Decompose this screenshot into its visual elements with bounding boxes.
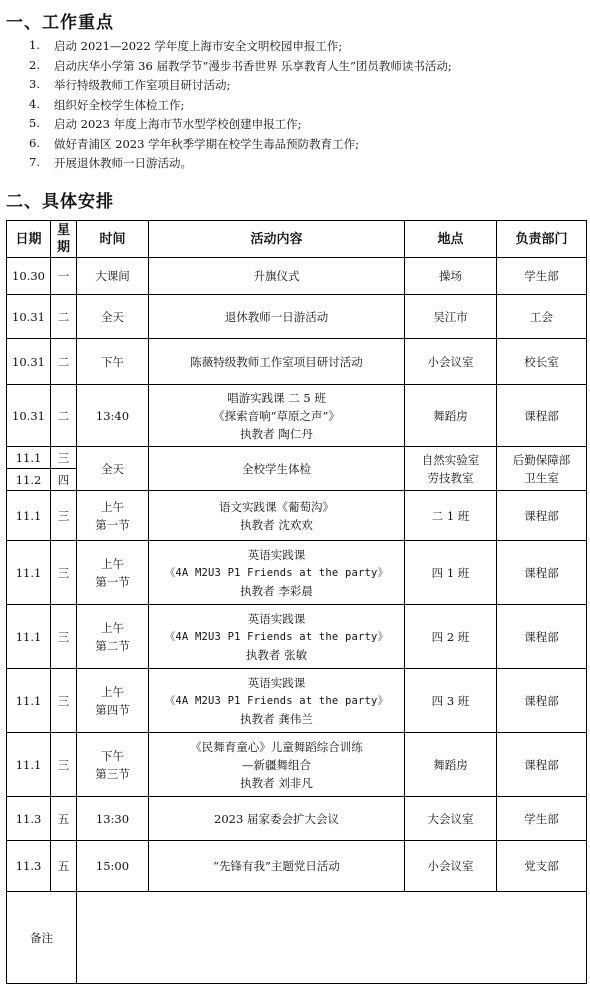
table-row: 11.3 五 13:30 2023 届家委会扩大会议 大会议室 学生部 (7, 797, 587, 841)
table-row: 11.1 三 下午 第三节 《民舞育童心》儿童舞蹈综合训练 —新疆舞组合 执教者 刘非凡 舞蹈房 课程部 (7, 733, 587, 797)
remarks-label: 备注 (7, 892, 77, 984)
table-row: 11.1 三 上午 第四节 英语实践课 《4A M2U3 P1 Friends at the party》 执教者 龚伟兰 四 3 班 课程部 (7, 669, 587, 733)
table-header-row (7, 221, 587, 258)
table-row: 11.3 五 15:00 “先锋有我”主题党日活动 小会议室 党支部 (7, 841, 587, 892)
activity-cell: 《民舞育童心》儿童舞蹈综合训练 —新疆舞组合 执教者 刘非凡 (149, 733, 405, 797)
activity-cell: 英语实践课 《4A M2U3 P1 Friends at the party》 执教者 龚伟兰 (149, 669, 405, 733)
time-cell: 下午 第三节 (77, 733, 149, 797)
table-row: 11.1 三 上午 第二节 英语实践课 《4A M2U3 P1 Friends at the party》 执教者 张敏 四 2 班 课程部 (7, 605, 587, 669)
remarks-value (77, 892, 587, 984)
table-row: 11.1 三 全天 全校学生体检 自然实验室 劳技教室 后勤保障部 卫生室 (7, 447, 587, 469)
table-row: 10.31 二 全天 退休教师一日游活动 吴江市 工会 (7, 295, 587, 339)
activity-cell: 唱游实践课 二 5 班 《探索音响“草原之声”》 执教者 陶仁丹 (149, 385, 405, 447)
remarks-row (7, 892, 587, 984)
activity-cell: 英语实践课 《4A M2U3 P1 Friends at the party》 执教者 张敏 (149, 605, 405, 669)
section1-title: 一、工作重点 (6, 13, 114, 33)
activity-cell: 语文实践课《葡萄沟》 执教者 沈欢欢 (149, 491, 405, 541)
header-dept: 负责部门 (497, 221, 587, 258)
schedule-table (6, 220, 587, 984)
table-row: 10.31 二 下午 陈薇特级教师工作室项目研讨活动 小会议室 校长室 (7, 339, 587, 385)
time-cell: 上午 第四节 (77, 669, 149, 733)
time-cell: 上午 第二节 (77, 605, 149, 669)
header-date: 日期 (7, 221, 51, 258)
table-row: 11.1 三 上午 第一节 英语实践课 《4A M2U3 P1 Friends at the party》 执教者 李彩晨 四 1 班 课程部 (7, 541, 587, 605)
header-activity: 活动内容 (149, 221, 405, 258)
section2-title: 二、具体安排 (6, 192, 114, 212)
table-row: 11.1 三 上午 第一节 语文实践课《葡萄沟》 执教者 沈欢欢 二 1 班 课程部 (7, 491, 587, 541)
dept-cell: 后勤保障部 卫生室 (497, 447, 587, 491)
time-cell: 上午 第一节 (77, 541, 149, 605)
place-cell: 自然实验室 劳技教室 (405, 447, 497, 491)
activity-cell: 英语实践课 《4A M2U3 P1 Friends at the party》 执教者 李彩晨 (149, 541, 405, 605)
table-row: 10.31 二 13:40 唱游实践课 二 5 班 《探索音响“草原之声”》 执教者 陶仁丹 舞蹈房 课程部 (7, 385, 587, 447)
header-place: 地点 (405, 221, 497, 258)
time-cell: 上午 第一节 (77, 491, 149, 541)
table-row: 10.30 一 大课间 升旗仪式 操场 学生部 (7, 258, 587, 295)
table-row: 11.2 四 (7, 469, 587, 491)
header-weekday: 星期 (51, 221, 77, 258)
header-time: 时间 (77, 221, 149, 258)
